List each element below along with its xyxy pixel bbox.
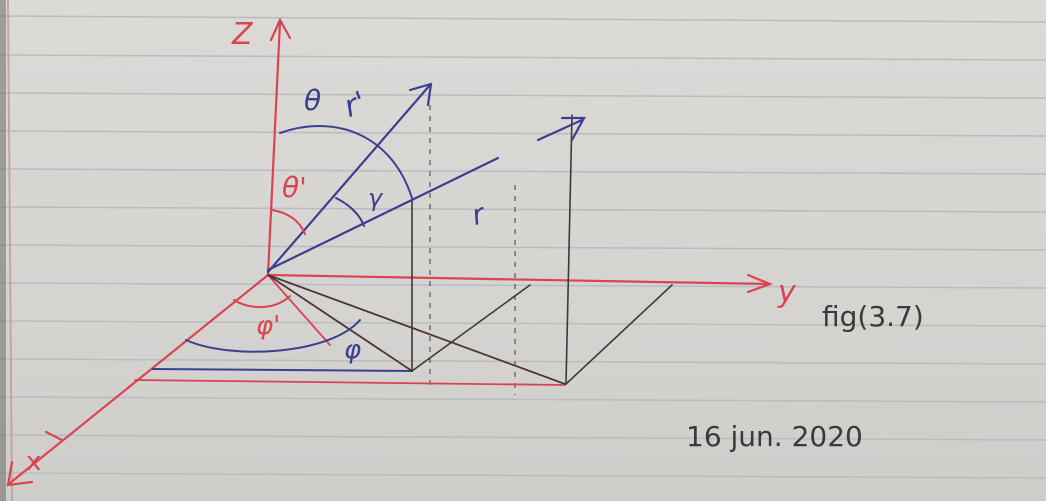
phi-prime-arc (234, 296, 290, 307)
r-label-group (468, 197, 489, 232)
gamma-arc (336, 198, 364, 226)
y-axis-label: y (778, 275, 796, 310)
angle-arcs (186, 126, 412, 352)
dashed-guides (430, 105, 515, 395)
phi-label: φ (344, 335, 362, 365)
r-prime-label: r' (339, 84, 371, 125)
binding-shadow (0, 0, 6, 501)
r-prime-label-group (340, 85, 371, 125)
y-axis (268, 275, 770, 292)
figure-date: 16 jun. 2020 (686, 420, 863, 453)
z-axis (268, 20, 290, 275)
blue-base-line (152, 369, 412, 371)
ruled-lines (0, 16, 1046, 478)
figure-caption: fig(3.7) (822, 300, 924, 333)
theta-label: θ (304, 84, 322, 117)
r-label: r (468, 197, 488, 233)
z-axis-label: Z (232, 17, 253, 52)
gamma-label: γ (368, 184, 383, 212)
margin-line (8, 0, 12, 501)
theta-prime-label: θ' (282, 171, 307, 204)
theta-prime-arc (272, 210, 305, 234)
x-axis-label: x (26, 447, 42, 477)
phi-prime-label: φ' (256, 311, 281, 341)
